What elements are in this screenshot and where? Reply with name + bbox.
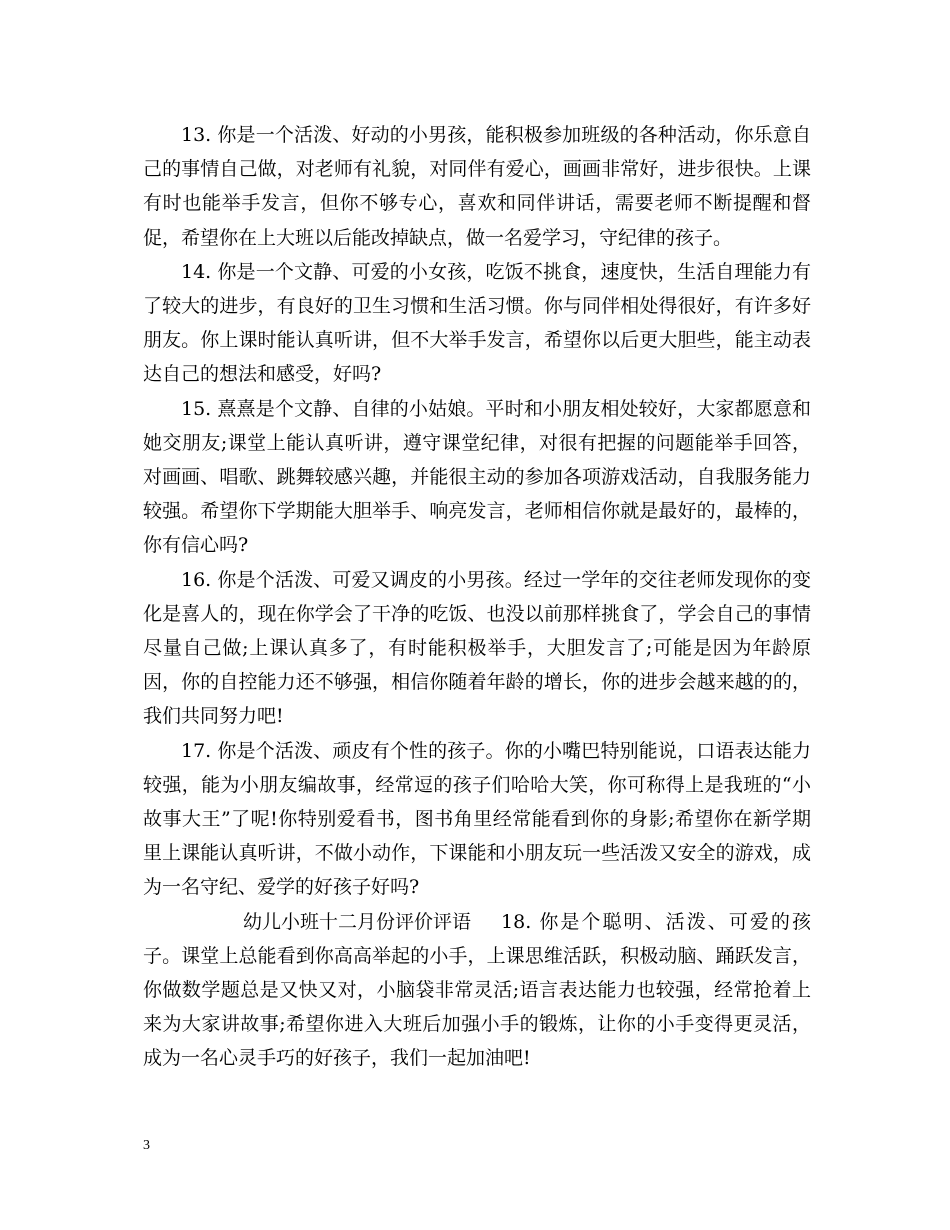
page-number: 3	[143, 1138, 150, 1153]
paragraph-16: 16. 你是个活泼、可爱又调皮的小男孩。经过一学年的交往老师发现你的变化是喜人的，现在你学会了干净的吃饭、也没以前那样挑食了，学会自己的事情尽量自己做;上课认真多了，有时能积极举手，大胆发言了;可能是因为年龄原因，你的自控能力还不够强，相信你随着年龄的增长，你的进步会越来越的的，我们共同努力吧!	[143, 568, 811, 728]
paragraph-15: 15. 熹熹是个文静、自律的小姑娘。平时和小朋友相处较好，大家都愿意和她交朋友;课堂上能认真听讲，遵守课堂纪律，对很有把握的问题能举手回答，对画画、唱歌、跳舞较感兴趣，并能很主动的参加各项游戏活动，自我服务能力较强。希望你下学期能大胆举手、响亮发言，老师相信你就是最好的，最棒的，你有信心吗?	[143, 397, 811, 557]
paragraph-13: 13. 你是一个活泼、好动的小男孩，能积极参加班级的各种活动，你乐意自己的事情自己做，对老师有礼貌，对同伴有爱心，画画非常好，进步很快。上课有时也能举手发言，但你不够专心，喜欢和同伴讲话，需要老师不断提醒和督促，希望你在上大班以后能改掉缺点，做一名爱学习，守纪律的孩子。	[143, 124, 811, 249]
paragraph-14: 14. 你是一个文静、可爱的小女孩，吃饭不挑食，速度快，生活自理能力有了较大的进步，有良好的卫生习惯和生活习惯。你与同伴相处得很好，有许多好朋友。你上课时能认真听讲，但不大举手发言，希望你以后更大胆些，能主动表达自己的想法和感受，好吗?	[143, 260, 811, 386]
paragraph-18-text: 18. 你是个聪明、活泼、可爱的孩子。课堂上总能看到你高高举起的小手，上课思维活跃，积极动脑、踊跃发言，你做数学题总是又快又对，小脑袋非常灵活;语言表达能力也较强，经常抢着上来为大家讲故事;希望你进入大班后加强小手的锻炼，让你的小手变得更灵活，成为一名心灵手巧的好孩子，我们一起加油吧!	[143, 910, 811, 1070]
paragraph-17: 17. 你是个活泼、顽皮有个性的孩子。你的小嘴巴特别能说，口语表达能力较强，能为小朋友编故事，经常逗的孩子们哈哈大笑，你可称得上是我班的“小故事大王”了呢!你特别爱看书，图书角里经常能看到你的身影;希望你在新学期里上课能认真听讲，不做小动作，下课能和小朋友玩一些活泼又安全的游戏，成为一名守纪、爱学的好孩子好吗?	[143, 739, 811, 899]
document-body	[143, 118, 811, 1076]
paragraph-18	[143, 905, 811, 1076]
section-title: 幼儿小班十二月份评价评语	[243, 910, 472, 933]
